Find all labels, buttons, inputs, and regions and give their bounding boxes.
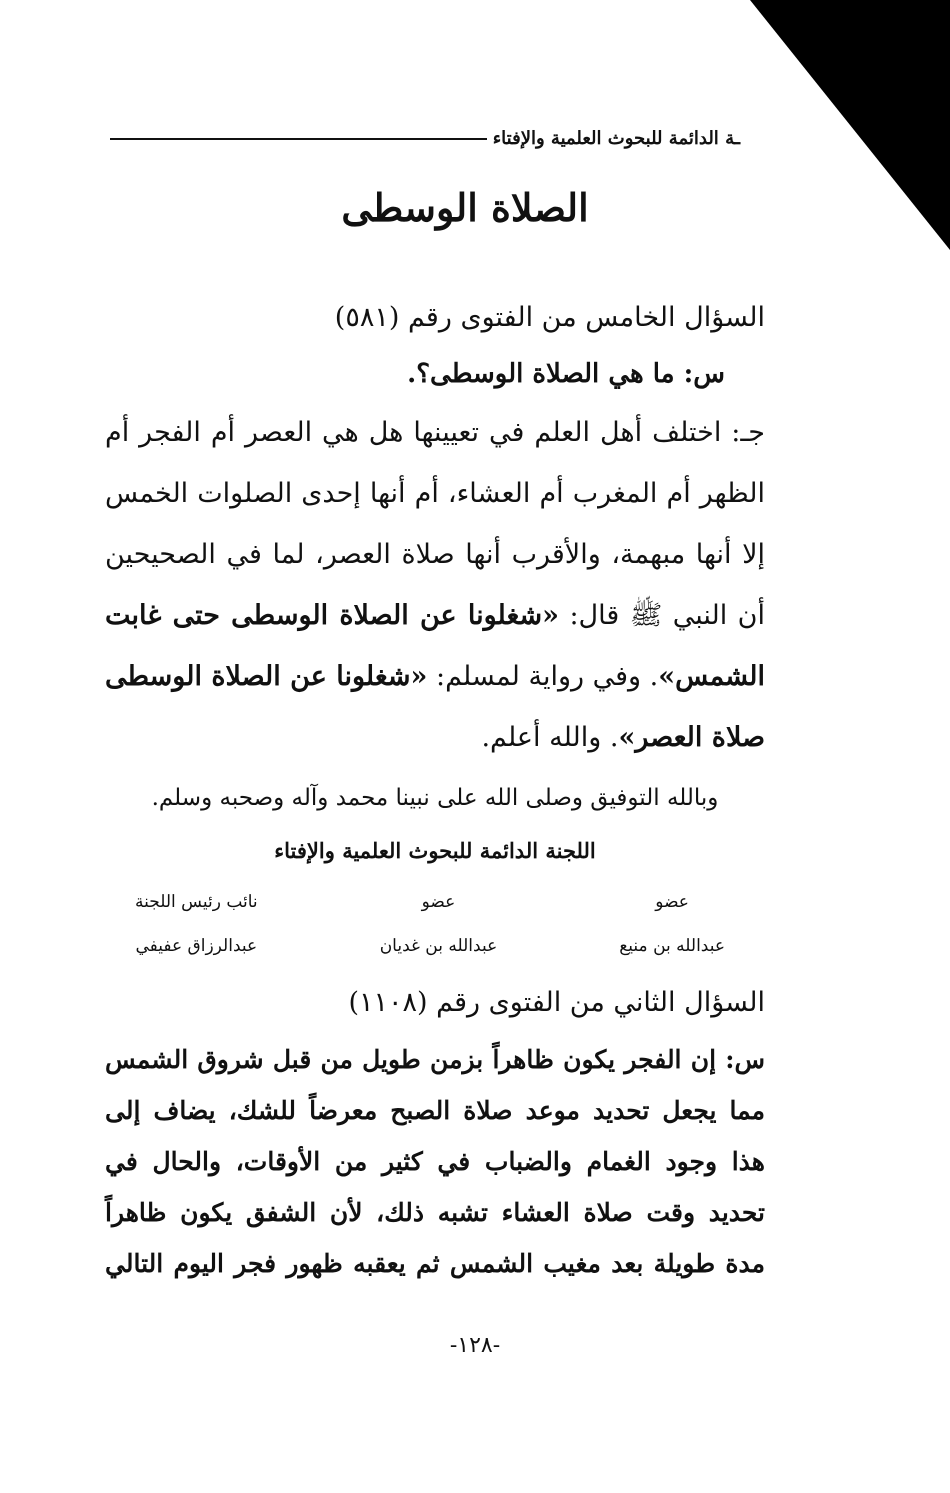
signatory-role: نائب رئيس اللجنة xyxy=(135,892,258,912)
answer-1-part-3: . والله أعلم. xyxy=(481,722,619,753)
signatory-role: عضو xyxy=(655,892,689,912)
signatory-name: عبدالله بن منيع xyxy=(619,936,725,956)
answer-1-part-1: جـ: اختلف أهل العلم في تعيينها هل هي العصر أم الفجر أم الظهر أم المغرب أم العشاء، أم أنها إحدى الصلوات الخمس إلا أنها مبهمة، والأقرب أنها صلاة العصر، لما في الصحيحين أن النبي ﷺ قال: xyxy=(105,417,765,631)
answer-1 xyxy=(105,402,765,768)
signatory-role: عضو xyxy=(421,892,456,912)
running-header xyxy=(110,128,740,149)
signatory xyxy=(380,880,498,968)
question-2-heading: السؤال الثاني من الفتوى رقم (١١٠٨) xyxy=(348,987,765,1018)
signatory-name: عبدالرزاق عفيفي xyxy=(135,936,258,956)
signatory-name: عبدالله بن غديان xyxy=(379,936,498,956)
question-1-text: س: ما هي الصلاة الوسطى؟. xyxy=(407,359,725,389)
signatories xyxy=(105,880,765,968)
committee-name: اللجنة الدائمة للبحوث العلمية والإفتاء xyxy=(274,838,596,863)
content xyxy=(105,290,765,1289)
header-title: ـة الدائمة للبحوث العلمية والإفتاء xyxy=(492,128,740,149)
page-number: -١٢٨- xyxy=(449,1333,501,1358)
hadith-1: «شغلونا عن الصلاة الوسطى حتى غابت الشمس» xyxy=(105,600,766,692)
hadith-2: «شغلونا عن الصلاة الوسطى صلاة العصر» xyxy=(105,661,765,753)
closing-line: وبالله التوفيق وصلى الله على نبينا محمد وآله وصحبه وسلم. xyxy=(151,785,719,811)
signatory xyxy=(619,880,725,968)
signatory xyxy=(135,880,258,968)
page-title: الصلاة الوسطى xyxy=(341,185,589,230)
question-2-text: س: إن الفجر يكون ظاهراً بزمن طويل من قبل شروق الشمس مما يجعل تحديد موعد صلاة الصبح معرضاً للشك، يضاف إلى هذا وجود الغمام والضباب في كثير من الأوقات، والحال في تحديد وقت صلاة العشاء تشبه ذلك، لأن الشفق يكون ظاهراً مدة طويلة بعد مغيب الشمس ثم يعقبه ظهور فجر اليوم التالي xyxy=(105,1045,765,1278)
header-rule xyxy=(110,138,487,140)
answer-1-part-2: . وفي رواية لمسلم: xyxy=(427,661,659,692)
question-1-heading: السؤال الخامس من الفتوى رقم (٥٨١) xyxy=(334,302,765,333)
